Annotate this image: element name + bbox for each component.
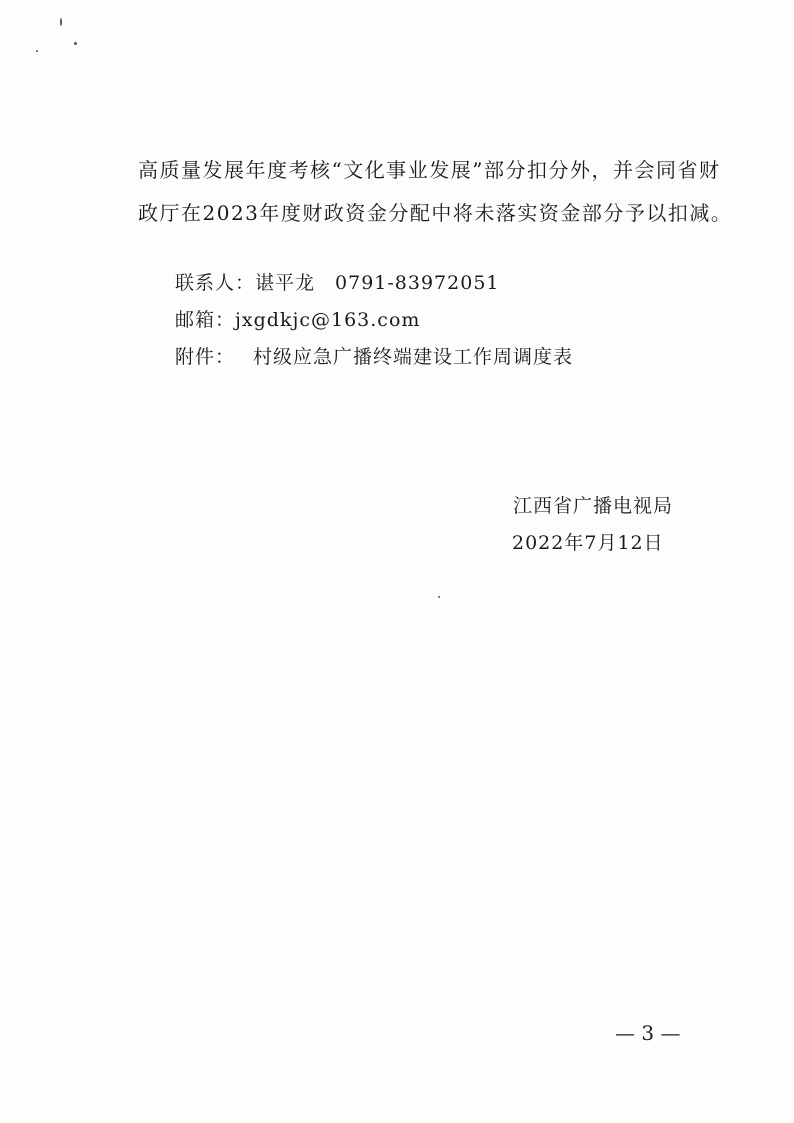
scan-speck (438, 596, 440, 598)
attachment-value: 村级应急广播终端建设工作周调度表 (253, 346, 574, 368)
scan-speck (74, 42, 77, 45)
body-text-line: 政厅在2023年度财政资金分配中将未落实资金部分予以扣减。 (138, 201, 733, 225)
email-value: jxgdkjc@163.com (235, 309, 421, 331)
contact-person-label: 联系人： (175, 272, 256, 294)
attachment-line (175, 344, 573, 370)
contact-person-line (175, 270, 500, 296)
attachment-label: 附件： (175, 346, 236, 368)
issuing-organization: 江西省广播电视局 (513, 495, 674, 517)
scan-speck (60, 18, 62, 26)
page-number: — 3 — (615, 1021, 681, 1045)
scan-speck (36, 50, 38, 52)
email-line (175, 307, 420, 333)
email-label: 邮箱： (175, 309, 236, 331)
contact-person-value: 谌平龙 0791-83972051 (255, 272, 500, 294)
body-text-line: 高质量发展年度考核“文化事业发展”部分扣分外，并会同省财 (138, 158, 721, 182)
issue-date: 2022年7月12日 (512, 532, 664, 554)
